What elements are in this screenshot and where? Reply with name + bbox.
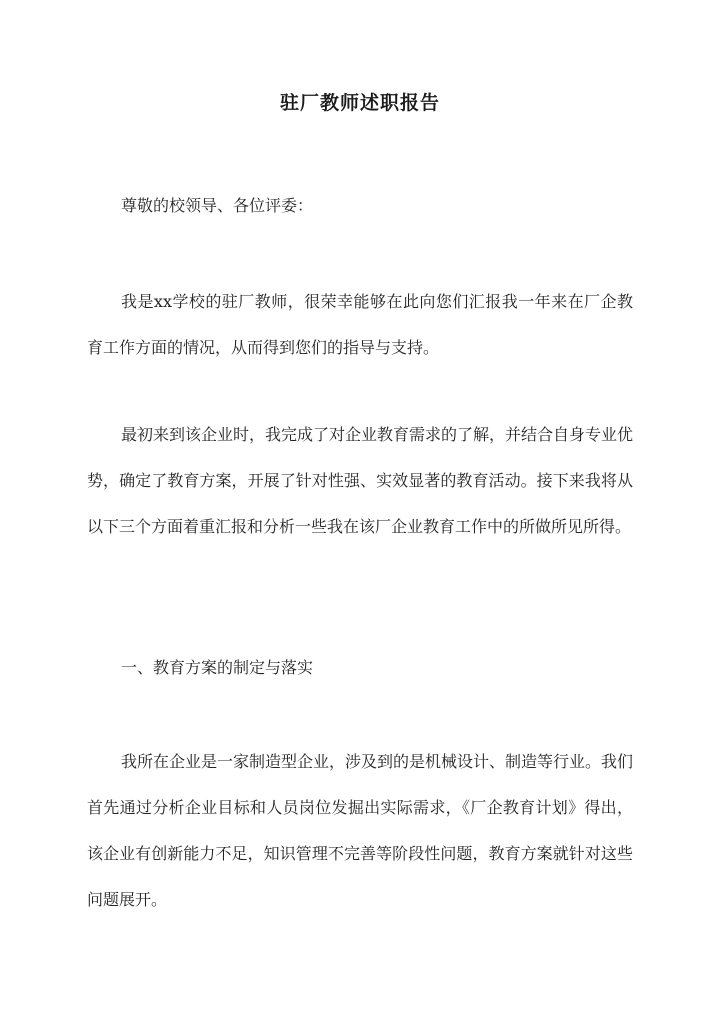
paragraph-intro: 我是xx学校的驻厂教师，很荣幸能够在此向您们汇报我一年来在厂企教育工作方面的情况，从而得到您们的指导与支持。 xyxy=(87,292,633,357)
paragraph-section-1: 我所在企业是一家制造型企业，涉及到的是机械设计、制造等行业。我们首先通过分析企业目标和人员岗位发掘出实际需求，《厂企教育计划》得出，该企业有创新能力不足，知识管理不完善等阶段性问题，教育方案就针对这些问题展开。 xyxy=(87,752,634,909)
paragraph-overview: 最初来到该企业时，我完成了对企业教育需求的了解，并结合自身专业优势，确定了教育方案，开展了针对性强、实效显著的教育活动。接下来我将从以下三个方面着重汇报和分析一些我在该厂企业教育工作中的所做所见所得。 xyxy=(87,425,634,536)
document-title: 驻厂教师述职报告 xyxy=(279,92,440,114)
greeting: 尊敬的校领导、各位评委： xyxy=(121,196,314,215)
section-heading: 一、教育方案的制定与落实 xyxy=(121,658,314,677)
